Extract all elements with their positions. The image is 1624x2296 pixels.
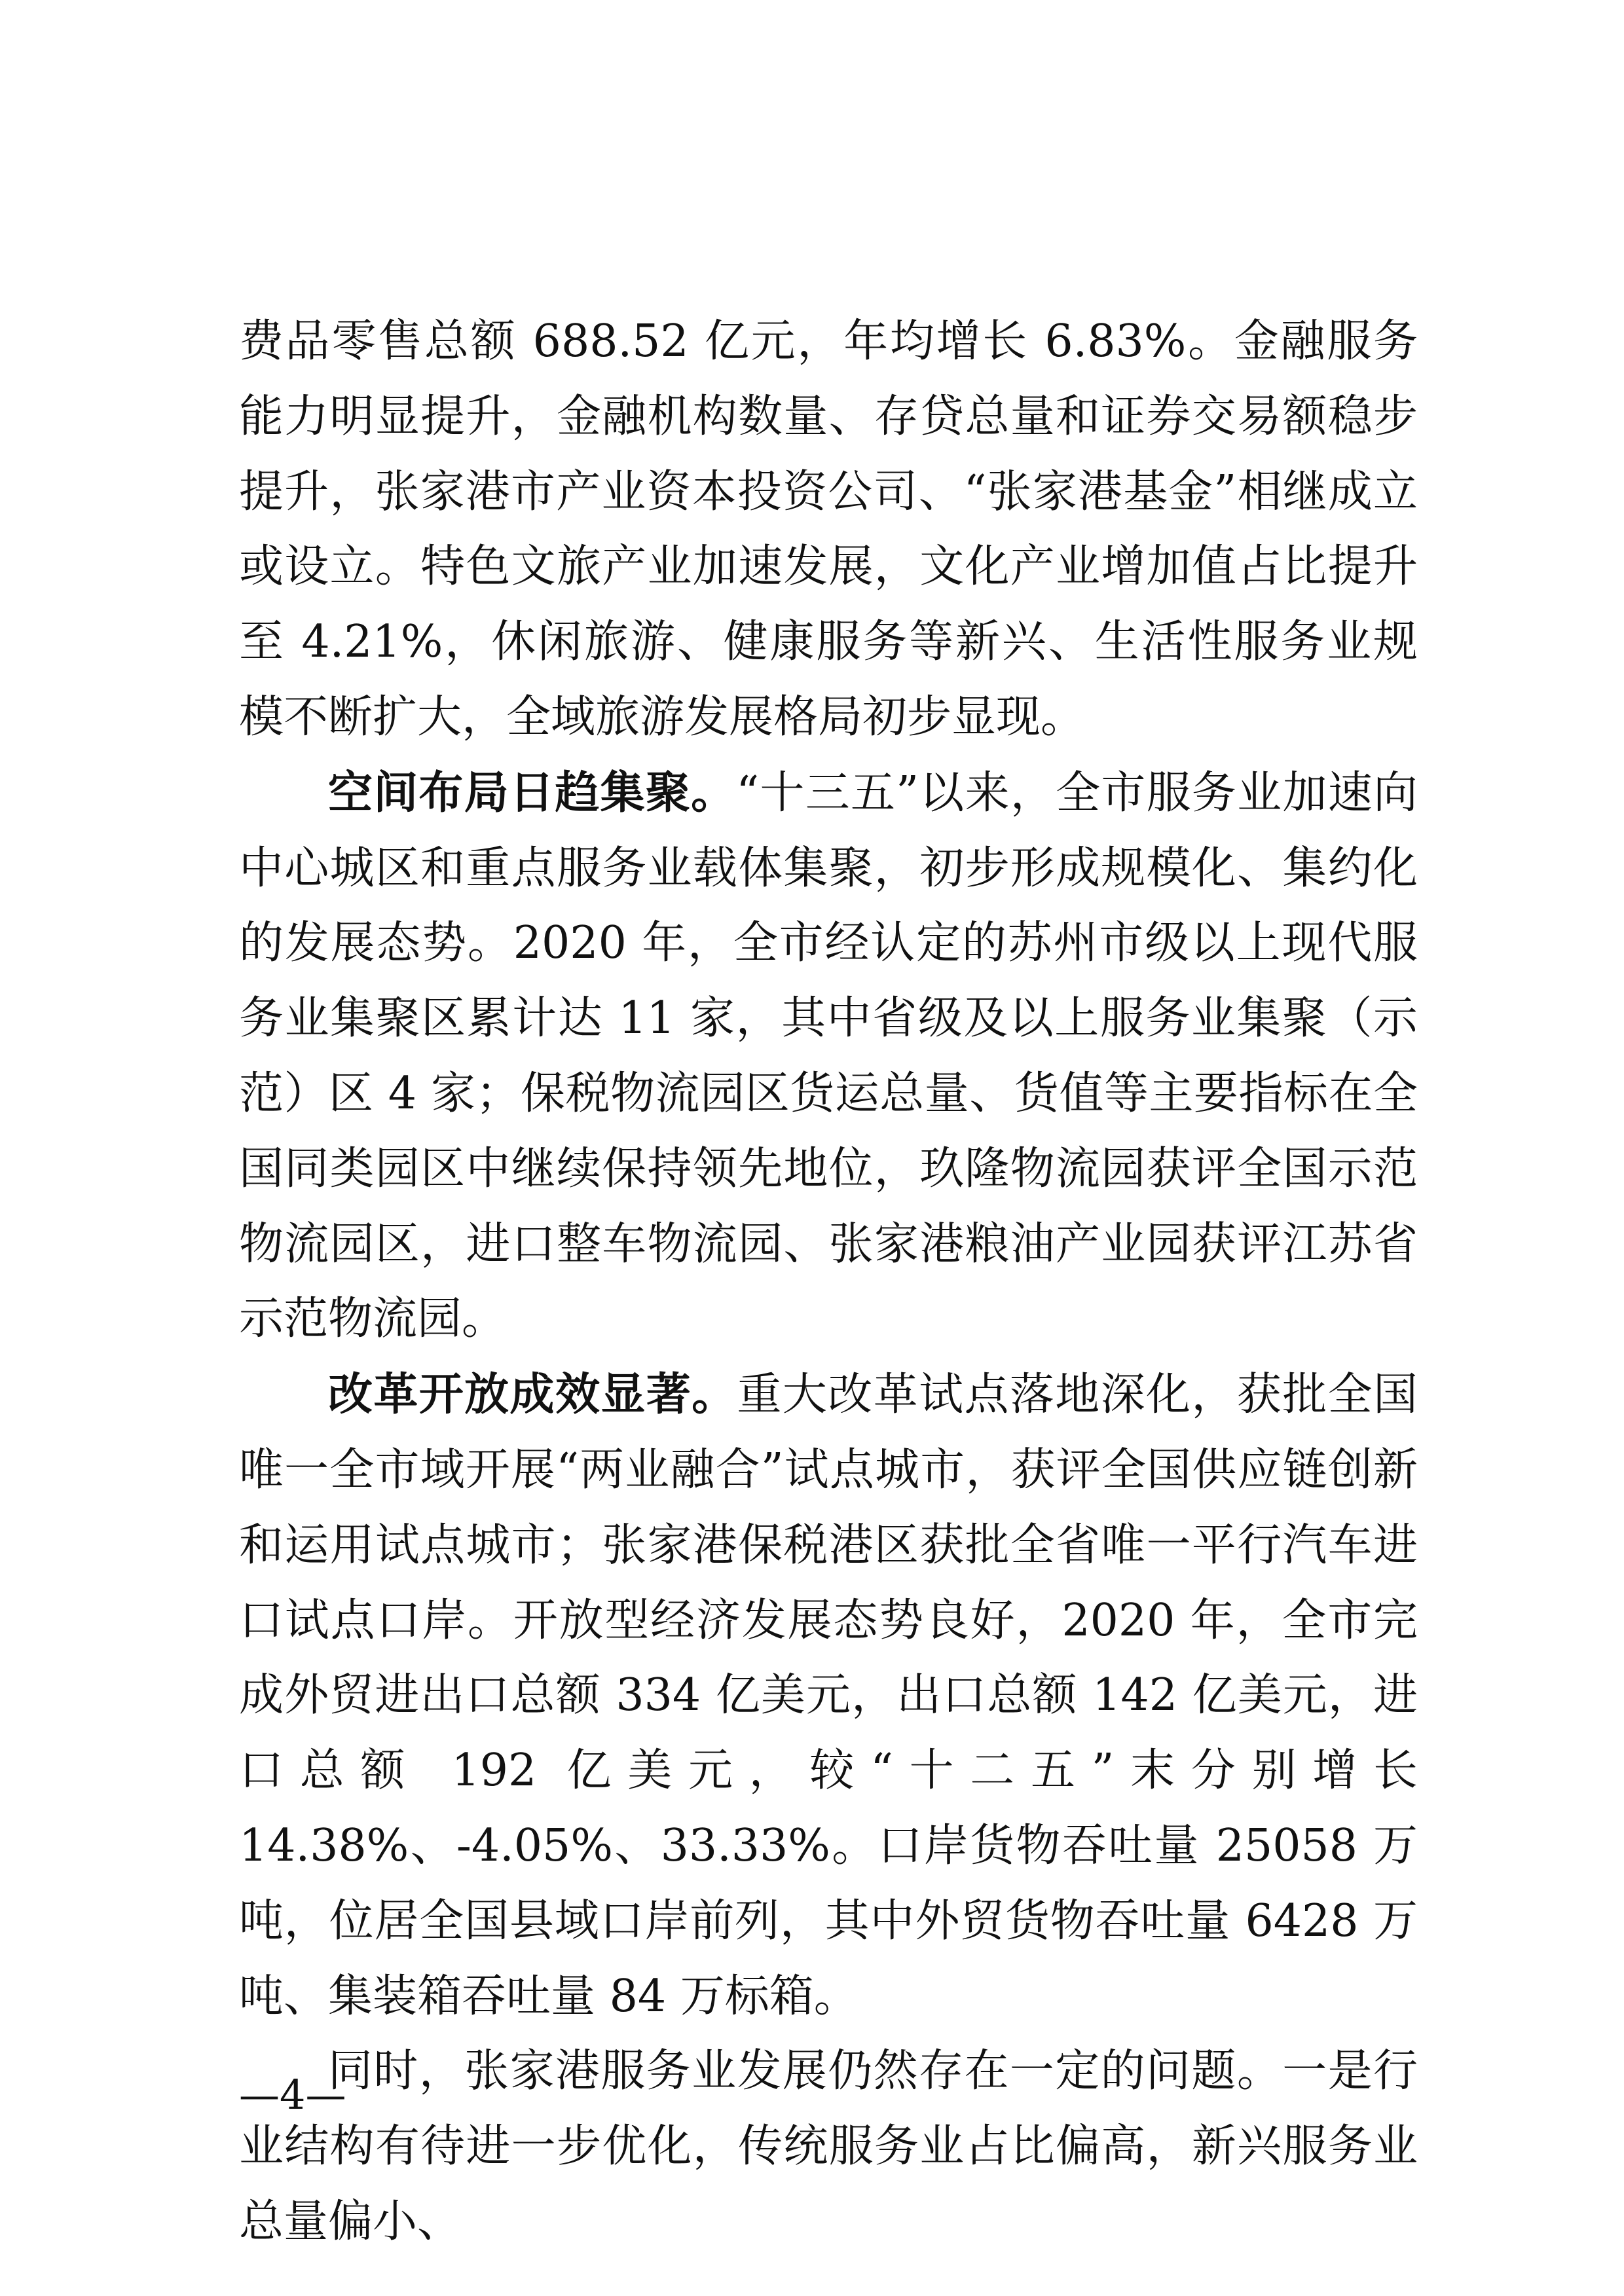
body-text — [239, 304, 1418, 2260]
paragraph-lead-heading: 改革开放成效显著。 — [328, 1368, 737, 1421]
paragraph-text: 同时，张家港服务业发展仍然存在一定的问题。一是行业结构有待进一步优化，传统服务业占比偏高，新兴服务业总量偏小、 — [239, 2045, 1418, 2248]
paragraph-text: 重大改革试点落地深化，获批全国唯一全市域开展“两业融合”试点城市，获评全国供应链创新和运用试点城市；张家港保税港区获批全省唯一平行汽车进口试点口岸。开放型经济发展态势良好，2020 年，全市完成外贸进出口总额 334 亿美元，出口总额 142 亿美元，进口总额 192 亿美元，较“十二五”末分别增长 14.38%、-4.05%、33.33%。口岸货物吞吐量 25058 万吨，位居全国县域口岸前列，其中外贸货物吞吐量 6428 万吨、集装箱吞吐量 84 万标箱。 — [239, 1369, 1418, 2022]
paragraph-spatial-layout — [239, 756, 1418, 1357]
paragraph-reform-opening — [239, 1357, 1418, 2034]
paragraph-retail-finance-tourism — [239, 304, 1418, 756]
paragraph-lead-heading: 空间布局日趋集聚。 — [328, 766, 737, 819]
page-number: —4— — [239, 2071, 346, 2119]
paragraph-problems — [239, 2034, 1418, 2259]
paragraph-text: 费品零售总额 688.52 亿元，年均增长 6.83%。金融服务能力明显提升，金融机构数量、存贷总量和证券交易额稳步提升，张家港市产业资本投资公司、“张家港基金”相继成立或设立。特色文旅产业加速发展，文化产业增加值占比提升至 4.21%，休闲旅游、健康服务等新兴、生活性服务业规模不断扩大，全域旅游发展格局初步显现。 — [239, 316, 1418, 743]
paragraph-text: “十三五”以来，全市服务业加速向中心城区和重点服务业载体集聚，初步形成规模化、集约化的发展态势。2020 年，全市经认定的苏州市级以上现代服务业集聚区累计达 11 家，其中省级及以上服务业集聚（示范）区 4 家；保税物流园区货运总量、货值等主要指标在全国同类园区中继续保持领先地位，玖隆物流园获评全国示范物流园区，进口整车物流园、张家港粮油产业园获评江苏省示范物流园。 — [239, 767, 1418, 1345]
